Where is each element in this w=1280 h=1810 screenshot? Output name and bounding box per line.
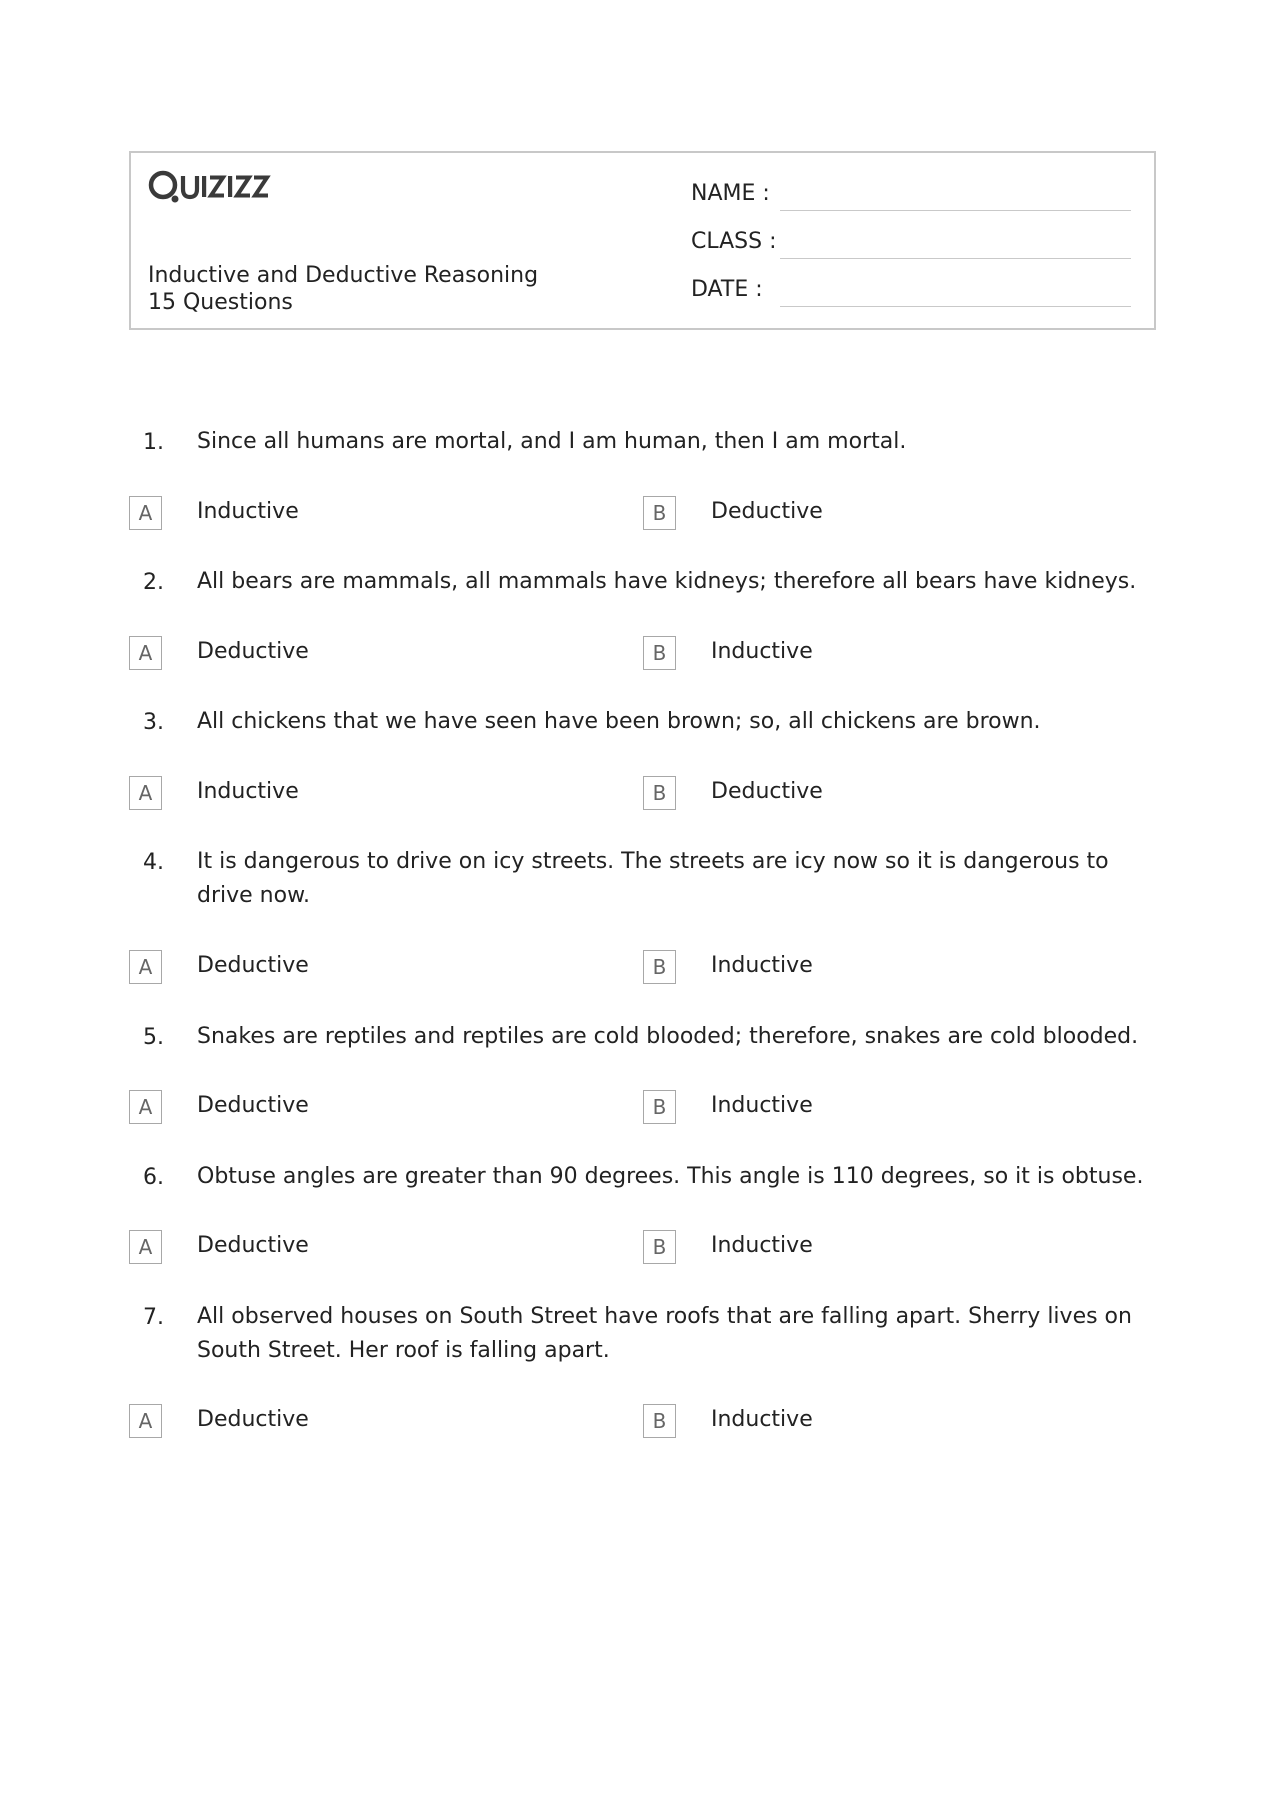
question-count: 15 Questions [148, 290, 293, 315]
option-a-box[interactable]: A [129, 1404, 162, 1438]
option-a-text[interactable]: Inductive [197, 779, 299, 804]
option-a-box[interactable]: A [129, 496, 162, 530]
date-line[interactable] [780, 306, 1131, 307]
worksheet-title: Inductive and Deductive Reasoning [148, 263, 539, 288]
quizizz-logo [148, 167, 278, 207]
option-b-box[interactable]: B [643, 1090, 676, 1124]
option-b-box[interactable]: B [643, 776, 676, 810]
option-b-box[interactable]: B [643, 950, 676, 984]
date-label: DATE : [691, 277, 763, 302]
option-b-text[interactable]: Inductive [711, 953, 813, 978]
worksheet-header [129, 151, 1156, 330]
class-label: CLASS : [691, 229, 777, 254]
question-text: Snakes are reptiles and reptiles are cold blooded; therefore, snakes are cold blooded. [197, 1024, 1139, 1049]
option-b-box[interactable]: B [643, 1230, 676, 1264]
question-text: Obtuse angles are greater than 90 degrees. This angle is 110 degrees, so it is obtuse. [197, 1164, 1144, 1189]
option-a-box[interactable]: A [129, 776, 162, 810]
question-text: All chickens that we have seen have been brown; so, all chickens are brown. [197, 709, 1041, 734]
question-text: All observed houses on South Street have roofs that are falling apart. Sherry lives on South Street. Her roof is falling apart. [197, 1304, 1132, 1363]
option-a-box[interactable]: A [129, 1230, 162, 1264]
option-a-text[interactable]: Inductive [197, 499, 299, 524]
option-a-box[interactable]: A [129, 1090, 162, 1124]
name-line[interactable] [780, 210, 1131, 211]
question-number: 5. [143, 1025, 164, 1050]
question-text: It is dangerous to drive on icy streets. The streets are icy now so it is dangerous to drive now. [197, 849, 1109, 908]
option-b-text[interactable]: Inductive [711, 639, 813, 664]
option-b-text[interactable]: Inductive [711, 1093, 813, 1118]
option-b-text[interactable]: Deductive [711, 779, 823, 804]
option-b-text[interactable]: Inductive [711, 1407, 813, 1432]
name-label: NAME : [691, 181, 770, 206]
option-a-text[interactable]: Deductive [197, 1407, 309, 1432]
date-field[interactable] [691, 273, 1131, 307]
question-number: 2. [143, 570, 164, 595]
class-line[interactable] [780, 258, 1131, 259]
option-a-box[interactable]: A [129, 950, 162, 984]
name-field[interactable] [691, 177, 1131, 211]
option-b-box[interactable]: B [643, 636, 676, 670]
question-text: Since all humans are mortal, and I am human, then I am mortal. [197, 429, 907, 454]
option-b-text[interactable]: Deductive [711, 499, 823, 524]
option-b-text[interactable]: Inductive [711, 1233, 813, 1258]
class-field[interactable] [691, 225, 1131, 259]
question-number: 1. [143, 430, 164, 455]
option-a-text[interactable]: Deductive [197, 953, 309, 978]
question-number: 6. [143, 1165, 164, 1190]
option-b-box[interactable]: B [643, 496, 676, 530]
question-number: 4. [143, 850, 164, 875]
question-number: 3. [143, 710, 164, 735]
question-text: All bears are mammals, all mammals have kidneys; therefore all bears have kidneys. [197, 569, 1137, 594]
quizizz-logo-icon [148, 167, 278, 207]
question-number: 7. [143, 1305, 164, 1330]
option-b-box[interactable]: B [643, 1404, 676, 1438]
option-a-box[interactable]: A [129, 636, 162, 670]
option-a-text[interactable]: Deductive [197, 1093, 309, 1118]
option-a-text[interactable]: Deductive [197, 1233, 309, 1258]
option-a-text[interactable]: Deductive [197, 639, 309, 664]
